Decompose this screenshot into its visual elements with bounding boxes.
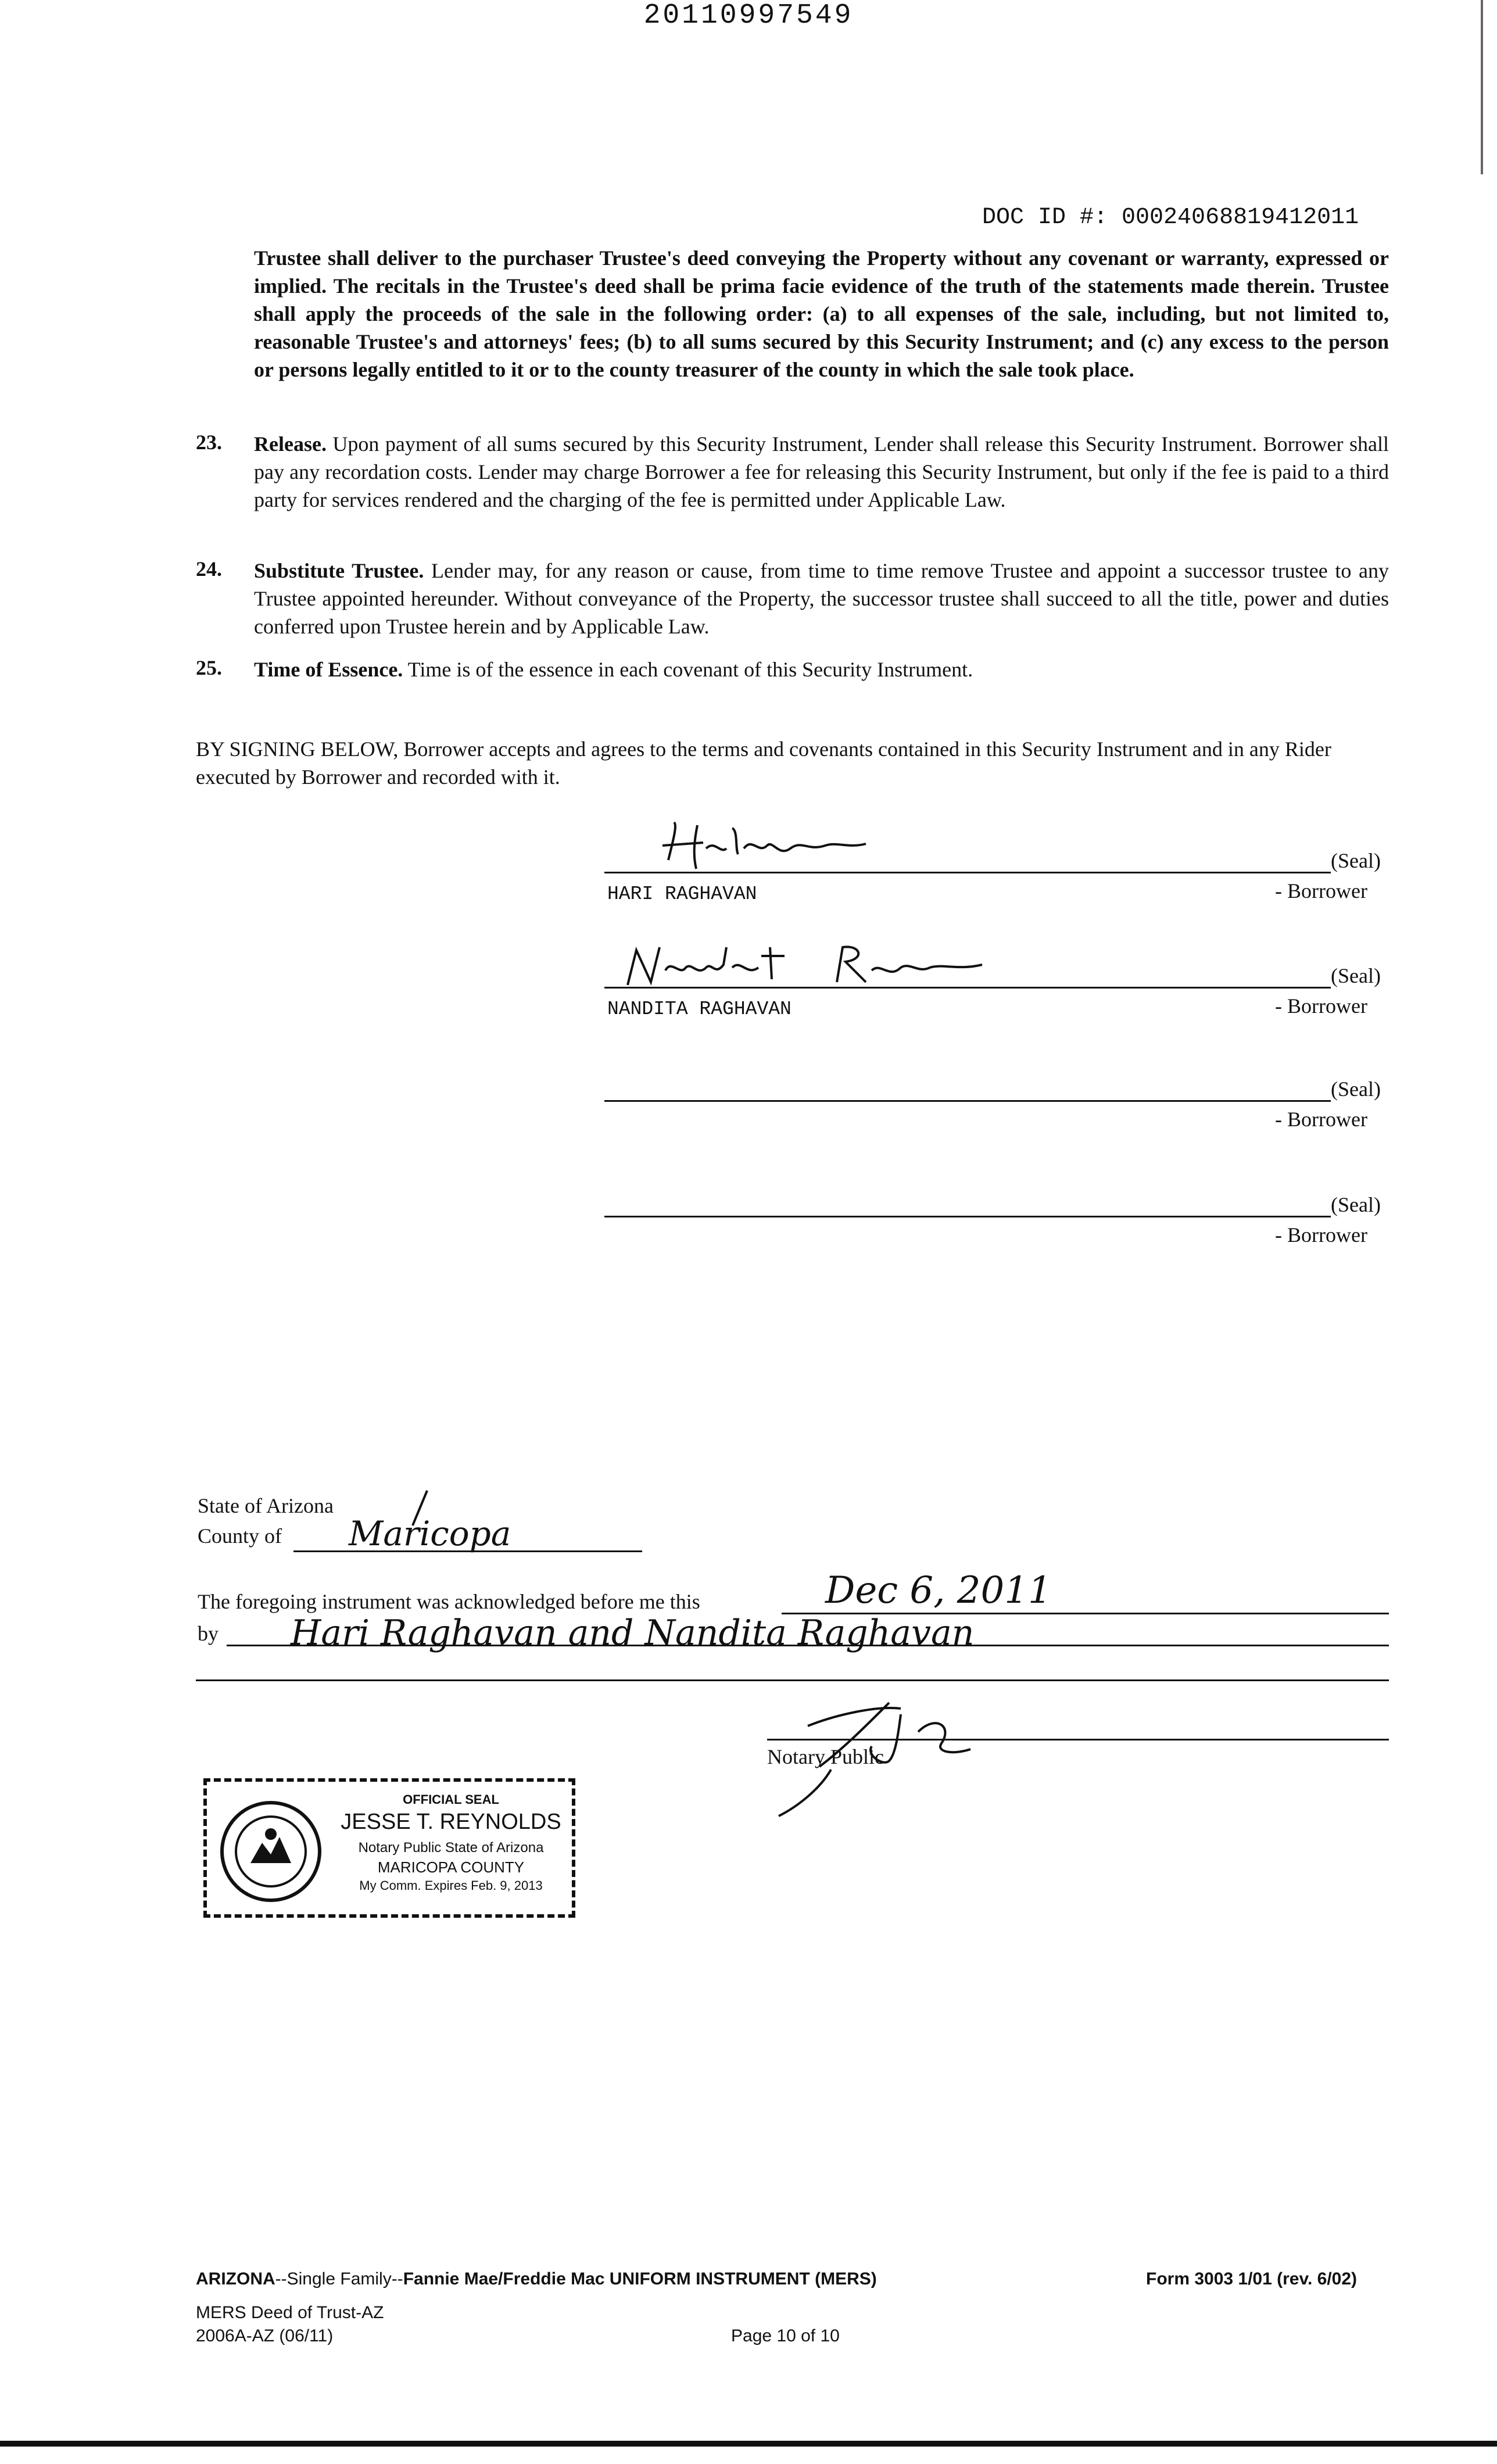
printed-name-1: HARI RAGHAVAN [607,883,757,905]
section-24-number: 24. [196,557,222,581]
recording-number: 20110997549 [643,0,854,31]
borrower-label-1: - Borrower [1275,879,1367,902]
footer-state: ARIZONA [196,2269,275,2288]
date-handwritten: Dec 6, 2011 [825,1569,1052,1612]
section-25 [254,656,1389,683]
seal-line3: My Comm. Expires Feb. 9, 2013 [359,1878,543,1893]
footer-page: Page 10 of 10 [731,2326,840,2345]
signature-line-4 [604,1216,1331,1217]
section-23-number: 23. [196,431,222,454]
signature-nandita [616,936,988,994]
footer-uniform: Fannie Mae/Freddie Mac UNIFORM INSTRUMENT (MERS) [403,2269,877,2288]
section-25-number: 25. [196,656,222,679]
seal-line2: MARICOPA COUNTY [377,1858,525,1876]
section-24-text: Lender may, for any reason or cause, from time to time remove Trustee and appoint a successor trustee to any Trustee appointed hereunder. Without conveyance of the Property, the successor trustee shall succeed to all the title, power and duties conferred upon Trustee herein and by Applicable Law. [254,559,1389,638]
printed-name-2: NANDITA RAGHAVAN [607,998,792,1020]
by-handwritten: Hari Raghavan and Nandita Raghavan [291,1613,975,1653]
borrower-label-3: - Borrower [1275,1108,1367,1131]
seal-label-1: (Seal) [1331,849,1381,872]
by-label: by [198,1622,219,1645]
section-25-text: Time is of the essence in each covenant of this Security Instrument. [403,658,973,681]
blank-line [196,1679,1389,1681]
seal-name: JESSE T. REYNOLDS [341,1810,561,1834]
footer-line3: 2006A-AZ (06/11) [196,2326,334,2345]
county-label: County of [198,1524,282,1548]
section-24 [254,557,1389,640]
seal-title: OFFICIAL SEAL [403,1792,499,1807]
right-scan-edge [1481,0,1483,174]
section-24-title: Substitute Trustee. [254,559,424,582]
footer-single-family: --Single Family-- [275,2269,403,2288]
arizona-seal-icon [219,1799,323,1904]
notary-label: Notary Public [767,1745,884,1768]
intro-paragraph: Trustee shall deliver to the purchaser Trustee's deed conveying the Property without any covenant or warranty, expressed or implied. The recitals in the Trustee's deed shall be prima facie evidence of the truth of the statements made therein. Trustee shall apply the proceeds of the sale in the following order: (a) to all expenses of the sale, including, but not limited to, reasonable Trustee's and attorneys' fees; (b) to all sums secured by this Security Instrument; and (c) any excess to the person or persons legally entitled to it or to the county treasurer of the county in which the sale took place. [254,246,1389,381]
borrower-label-2: - Borrower [1275,994,1367,1018]
bottom-scan-border [0,2441,1497,2447]
section-23-title: Release. [254,432,327,456]
footer-form: Form 3003 1/01 (rev. 6/02) [1146,2269,1357,2288]
signature-line-2 [604,987,1331,989]
borrower-label-4: - Borrower [1275,1223,1367,1247]
section-25-title: Time of Essence. [254,658,403,681]
signature-line-1 [604,872,1331,873]
seal-label-3: (Seal) [1331,1077,1381,1101]
state-label: State of Arizona [198,1494,334,1517]
notary-seal-stamp [203,1778,575,1918]
county-handwritten: Maricopa [349,1514,511,1553]
footer-line2: MERS Deed of Trust-AZ [196,2303,384,2322]
signature-hari [651,814,872,878]
seal-label-4: (Seal) [1331,1193,1381,1216]
footer-line1 [196,2269,877,2289]
signing-statement: BY SIGNING BELOW, Borrower accepts and agrees to the terms and covenants contained in this Security Instrument and in any Rider executed by Borrower and recorded with it. [196,737,1331,789]
signature-line-3 [604,1100,1331,1102]
section-23-text: Upon payment of all sums secured by this Security Instrument, Lender shall release this Security Instrument. Borrower shall pay any recordation costs. Lender may charge Borrower a fee for releasing this Security Instrument, but only if the fee is paid to a third party for services rendered and the charging of the fee is permitted under Applicable Law. [254,432,1389,511]
notary-line [767,1739,1389,1740]
seal-line1: Notary Public State of Arizona [358,1840,544,1856]
section-23 [254,430,1389,514]
doc-id: DOC ID #: 00024068819412011 [982,205,1359,231]
seal-label-2: (Seal) [1331,964,1381,987]
foregoing-text: The foregoing instrument was acknowledged before me this [198,1590,700,1613]
